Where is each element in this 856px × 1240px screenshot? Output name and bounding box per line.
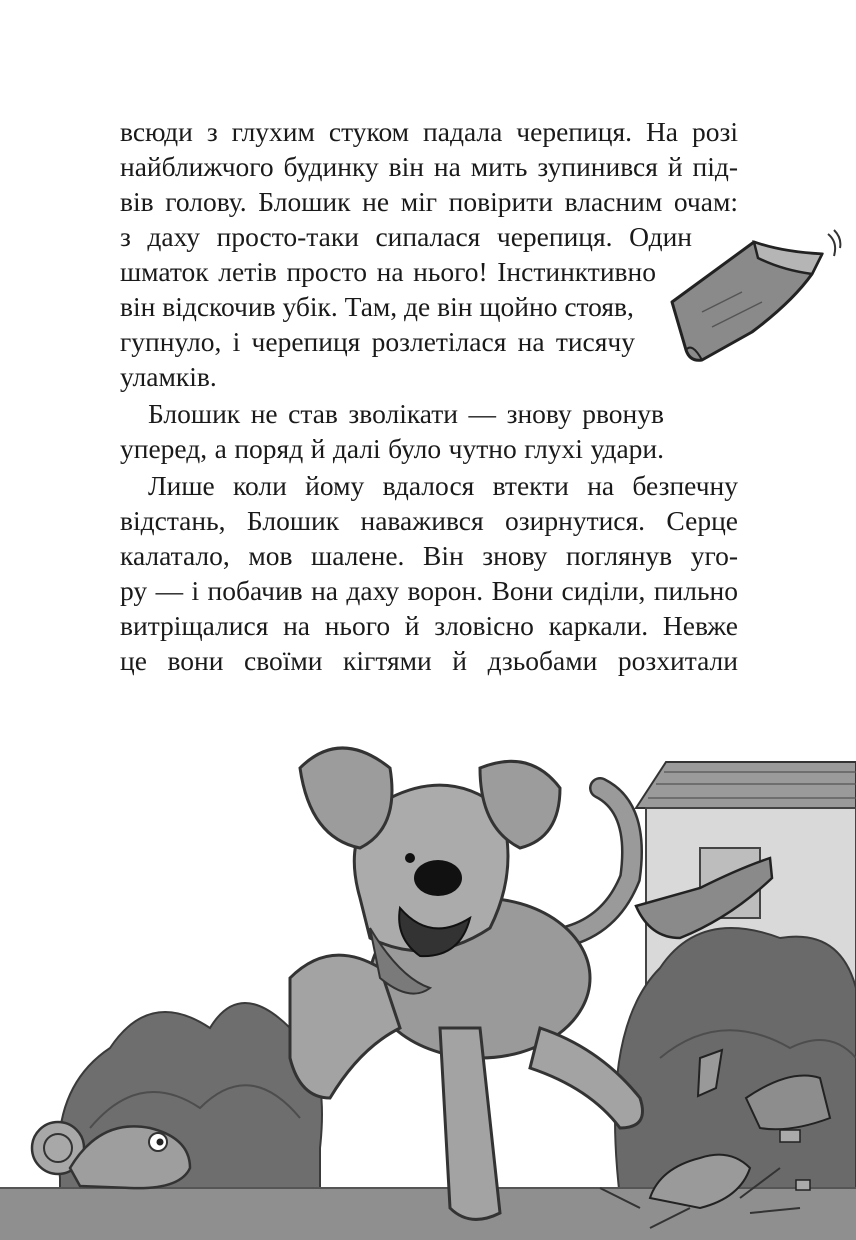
text-line-14: ру — і побачив на даху ворон. Вони сиділи, пильно <box>120 575 738 606</box>
text-line-5: шматок летів просто на нього! Інстинктивно <box>120 256 656 287</box>
text-line-8: уламків. <box>120 361 217 392</box>
text-line-11: Лише коли йому вдалося втекти на безпечну <box>148 470 738 501</box>
text-line-13: калатало, мов шалене. Він знову поглянув уго- <box>120 540 738 571</box>
dog-icon <box>290 748 643 1219</box>
text-line-1: всюди з глухим стуком падала черепиця. На розі <box>120 116 738 147</box>
text-line-9: Блошик не став зволікати — знову рвонув <box>148 398 664 429</box>
text-line-12: відстань, Блошик наважився озирнутися. Серце <box>120 505 738 536</box>
text-line-7: гупнуло, і черепиця розлетілася на тисячу <box>120 326 635 357</box>
text-line-4: з даху просто-таки сипалася черепиця. Один <box>120 221 692 252</box>
text-line-3: вів голову. Блошик не міг повірити власним очам: <box>120 186 738 217</box>
text-line-10: уперед, а поряд й далі було чутно глухі удари. <box>120 433 664 464</box>
text-line-6: він відскочив убік. Там, де він щойно стояв, <box>120 291 634 322</box>
text-line-16: це вони своїми кігтями й дзьобами розхитали <box>120 645 738 676</box>
text-line-15: витріщалися на нього й зловісно каркали. Невже <box>120 610 738 641</box>
text-line-2: найближчого будинку він на мить зупинився й під- <box>120 151 738 182</box>
falling-roof-tile-icon <box>662 222 852 372</box>
dog-running-from-falling-tiles-icon <box>0 728 856 1240</box>
